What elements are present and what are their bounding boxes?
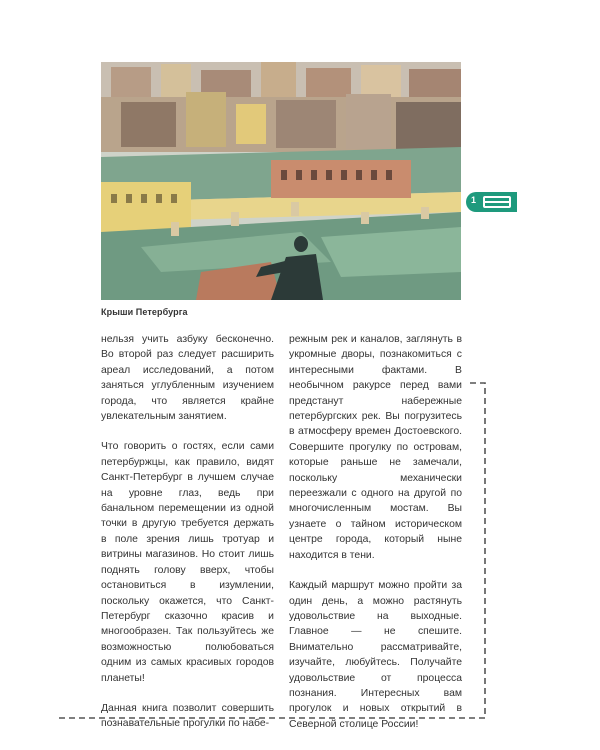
text-column-left <box>101 332 274 747</box>
chapter-number: 1 <box>471 195 477 205</box>
paragraph: Что говорить о гостях, если сами петербуржцы, как правило, видят Санкт-Петербург в лучшем случае на уровне глаз, ведь при банальном перемещении из одной точки в другую требуется держать в поле зрения лишь тротуар и витрины магазинов. Но стоит лишь поднять голову вверх, чтобы остановиться в изумлении, поскольку окажется, что Санкт-Петербург сказочно красив и многообразен. Так пользуйтесь же возможностью полюбоваться одним из самых красивых городов планеты! <box>101 441 274 684</box>
paragraph: режным рек и каналов, заглянуть в укромные дворы, познакомиться с интересными фактами. В необычном ракурсе перед вами предстанут набережные петербургских рек. Вы погрузитесь в атмосферу времен Достоевского. Совершите прогулку по островам, которые раньше не замечали, поскольку механически переезжали с одного на другой по многочисленным мостам. Вы узнаете о тайном историческом центре города, который ныне находится в тени. <box>289 334 462 561</box>
paragraph: нельзя учить азбуку бесконечно. Во второй раз следует расширить ареал исследований, а потом заняться углубленным изучением города, что является крайне увлекательным занятием. <box>101 334 274 423</box>
paragraph: Каждый маршрут можно пройти за один день, а можно растянуть удовольствие на выходные. Главное — не спешите. Внимательно рассматривайте, изучайте, любуйтесь. Получайте удовольствие от процесса познания. Интересных вам прогулок и новых открытий в Северной столице России! <box>289 580 462 730</box>
text-column-right <box>289 332 462 747</box>
chapter-side-tab <box>466 192 517 212</box>
footprint-logo-icon <box>482 194 512 210</box>
paragraph: Данная книга позволит совершить познавательные прогулки по набе- <box>101 702 274 730</box>
rooftops-illustration <box>101 62 461 300</box>
photo-caption: Крыши Петербурга <box>101 307 188 317</box>
rooftops-photo <box>101 62 461 300</box>
